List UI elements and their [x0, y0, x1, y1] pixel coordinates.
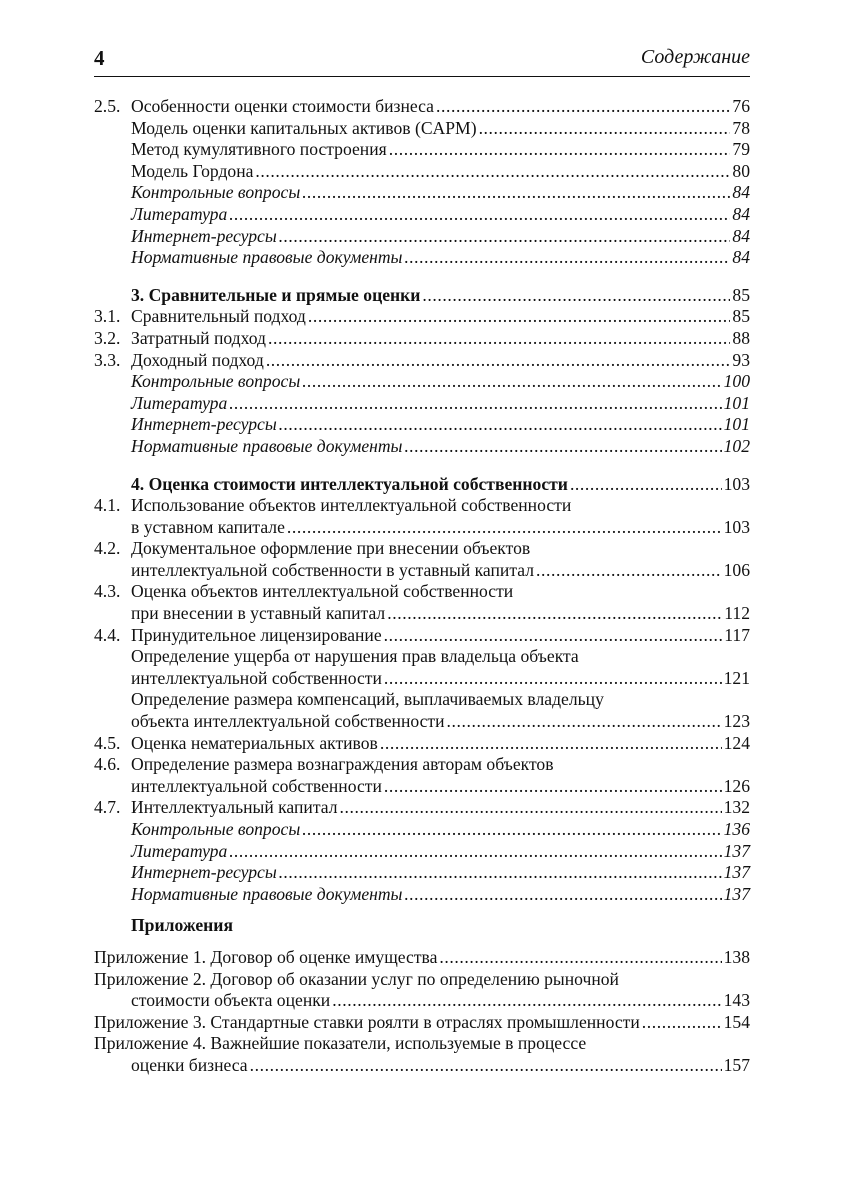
spacer	[94, 937, 750, 947]
toc-entry-title: Контрольные вопросы	[131, 371, 301, 392]
toc-leader-dots	[255, 161, 730, 183]
toc-appendix-1[interactable]	[94, 947, 750, 969]
toc-leader-dots	[229, 841, 721, 863]
toc-entry-page: 101	[723, 414, 750, 435]
toc-entry-damage[interactable]	[94, 646, 750, 689]
toc-entry-page: 88	[732, 327, 750, 348]
toc-entry-title: Затратный подход	[131, 327, 266, 348]
toc-entry-title: Модель оценки капитальных активов (CAPM)	[131, 117, 477, 138]
toc-entry-page: 137	[723, 840, 750, 861]
toc-leader-dots	[302, 819, 721, 841]
toc-leader-dots	[229, 204, 730, 226]
toc-leader-dots	[404, 884, 721, 906]
toc-entry-title: Оценка нематериальных активов	[131, 732, 378, 753]
toc-leader-dots	[339, 797, 721, 819]
toc-entry-title: Интеллектуальный капитал	[131, 797, 338, 818]
toc-leader-dots	[302, 182, 730, 204]
toc-entry-normative-4[interactable]	[94, 884, 750, 906]
toc-entry-number: 4.1.	[94, 495, 121, 516]
toc-entry-questions-4[interactable]	[94, 819, 750, 841]
toc-entry-page: 106	[723, 559, 750, 580]
toc-entry-title-cont: интеллектуальной собственности в уставный капитал	[131, 559, 534, 580]
toc-entry-normative-2[interactable]	[94, 247, 750, 269]
toc-entry-title: Интернет-ресурсы	[131, 225, 277, 246]
page-header	[94, 44, 750, 78]
toc-entry-page: 112	[724, 603, 750, 624]
toc-entry-literature-3[interactable]	[94, 393, 750, 415]
toc-entry-web-3[interactable]	[94, 414, 750, 436]
toc-entry-title: Нормативные правовые документы	[131, 435, 403, 456]
toc-chapter-3[interactable]	[94, 285, 750, 307]
toc-entry-gordon[interactable]	[94, 161, 750, 183]
toc-entry-title: Нормативные правовые документы	[131, 883, 403, 904]
toc-leader-dots	[279, 862, 722, 884]
spacer	[94, 269, 750, 285]
toc-entry-3-2[interactable]	[94, 328, 750, 350]
toc-leader-dots	[447, 711, 722, 733]
toc-leader-dots	[389, 139, 731, 161]
toc-entry-page: 76	[732, 96, 750, 116]
toc-entry-title: Доходный подход	[131, 349, 264, 370]
toc-entry-title: Определение размера вознаграждения авторам объектов	[131, 754, 554, 775]
toc-entry-title-cont: при внесении в уставный капитал	[131, 603, 386, 624]
toc-entry-title: Использование объектов интеллектуальной собственности	[131, 495, 572, 516]
toc-entry-number: 3.2.	[94, 327, 121, 348]
toc-leader-dots	[479, 118, 731, 140]
toc-entry-page: 93	[732, 349, 750, 370]
toc-leader-dots	[268, 328, 730, 350]
toc-entry-title: Приложение 3. Стандартные ставки роялти в отраслях промышленности	[94, 1011, 640, 1032]
toc-entry-literature-4[interactable]	[94, 841, 750, 863]
toc-entry-title: Интернет-ресурсы	[131, 862, 277, 883]
toc-entry-web-4[interactable]	[94, 862, 750, 884]
toc-entry-title: Приложение 1. Договор об оценке имущества	[94, 946, 438, 967]
toc-entry-title: Сравнительный подход	[131, 306, 306, 327]
toc-entry-page: 137	[723, 862, 750, 883]
toc-entry-questions-3[interactable]	[94, 371, 750, 393]
toc-leader-dots	[380, 733, 722, 755]
toc-entry-page: 78	[732, 117, 750, 138]
toc-entry-number: 4.4.	[94, 624, 121, 645]
toc-chapter-title: 4. Оценка стоимости интеллектуальной собственности	[131, 473, 568, 494]
toc-entry-title: Оценка объектов интеллектуальной собственности	[131, 581, 514, 602]
toc-entry-literature-2[interactable]	[94, 204, 750, 226]
toc-entry-title: Литература	[131, 840, 228, 861]
toc-entry-number: 3.3.	[94, 349, 121, 370]
toc-entry-title: Модель Гордона	[131, 160, 254, 181]
toc-entry-web-2[interactable]	[94, 226, 750, 248]
toc-entry-title: Определение размера компенсаций, выплачиваемых владельцу	[131, 689, 604, 710]
toc-entry-title: Определение ущерба от нарушения прав владельца объекта	[131, 646, 579, 667]
toc-entry-title: Литература	[131, 203, 228, 224]
toc-entry-title: Контрольные вопросы	[131, 182, 301, 203]
toc-entry-page: 85	[732, 306, 750, 327]
toc-entry-title-cont: оценки бизнеса	[131, 1054, 248, 1075]
toc-entry-page: 85	[732, 284, 750, 305]
toc-entry-title: Литература	[131, 392, 228, 413]
toc-leader-dots	[384, 625, 723, 647]
toc-appendix-4[interactable]	[94, 1033, 750, 1076]
toc-entry-4-4[interactable]	[94, 625, 750, 647]
toc-entry-3-1[interactable]	[94, 306, 750, 328]
toc-entry-title-cont: интеллектуальной собственности	[131, 775, 382, 796]
toc-entry-title-cont: в уставном капитале	[131, 516, 285, 537]
toc-appendix-3[interactable]	[94, 1012, 750, 1034]
toc-entry-title-cont: стоимости объекта оценки	[131, 990, 331, 1011]
toc-leader-dots	[570, 474, 722, 496]
toc-leader-dots	[436, 96, 730, 118]
toc-appendices-heading	[94, 915, 750, 937]
toc-entry-4-1[interactable]	[94, 495, 750, 538]
spacer	[94, 458, 750, 474]
toc-entry-page: 126	[723, 775, 750, 796]
toc-leader-dots	[387, 603, 722, 625]
toc-entry-3-3[interactable]	[94, 350, 750, 372]
toc-entry-number: 2.5.	[94, 96, 121, 116]
toc-entry-page: 103	[723, 516, 750, 537]
toc-appendix-2[interactable]	[94, 969, 750, 1012]
toc-leader-dots	[404, 247, 730, 269]
toc-leader-dots	[302, 371, 721, 393]
toc-entry-page: 80	[732, 160, 750, 181]
toc-entry-number: 3.1.	[94, 306, 121, 327]
toc-entry-page: 136	[723, 819, 750, 839]
toc-entry-title: Приложение 4. Важнейшие показатели, используемые в процессе	[94, 1033, 587, 1054]
toc-entry-4-5[interactable]	[94, 733, 750, 755]
toc-entry-title-cont: интеллектуальной собственности	[131, 667, 382, 688]
toc-leader-dots	[422, 285, 730, 307]
toc-leader-dots	[287, 517, 722, 539]
toc-entry-page: 138	[723, 946, 750, 967]
toc-leader-dots	[642, 1012, 722, 1034]
toc-entry-2-5[interactable]	[94, 96, 750, 118]
toc-entry-page: 117	[724, 624, 750, 645]
toc-entry-4-2[interactable]	[94, 538, 750, 581]
toc-entry-page: 84	[732, 247, 750, 268]
toc-entry-title: Нормативные правовые документы	[131, 247, 403, 268]
page-number: 4	[94, 46, 105, 70]
toc-entry-normative-3[interactable]	[94, 436, 750, 458]
table-of-contents	[94, 96, 750, 1077]
toc-entry-page: 157	[723, 1054, 750, 1075]
toc-entry-page: 103	[723, 473, 750, 494]
toc-leader-dots	[384, 776, 722, 798]
toc-entry-4-7[interactable]	[94, 797, 750, 819]
toc-entry-page: 84	[732, 182, 750, 203]
toc-entry-title-cont: объекта интеллектуальной собственности	[131, 711, 445, 732]
toc-leader-dots	[266, 350, 731, 372]
toc-entry-page: 143	[723, 990, 750, 1011]
spacer	[94, 905, 750, 915]
toc-entry-page: 100	[723, 371, 750, 392]
toc-entry-4-6[interactable]	[94, 754, 750, 797]
toc-entry-title: Метод кумулятивного построения	[131, 139, 387, 160]
header-rule	[94, 76, 750, 77]
toc-entry-capm[interactable]	[94, 118, 750, 140]
toc-entry-compensation[interactable]	[94, 689, 750, 732]
toc-leader-dots	[250, 1055, 722, 1077]
toc-leader-dots	[384, 668, 722, 690]
toc-entry-title: Документальное оформление при внесении объектов	[131, 538, 531, 559]
toc-leader-dots	[404, 436, 721, 458]
toc-entry-number: 4.2.	[94, 538, 121, 559]
toc-entry-number: 4.5.	[94, 732, 121, 753]
toc-entry-page: 124	[723, 732, 750, 753]
toc-entry-page: 154	[723, 1011, 750, 1032]
toc-chapter-4[interactable]	[94, 474, 750, 496]
toc-leader-dots	[308, 306, 731, 328]
toc-leader-dots	[279, 414, 722, 436]
toc-leader-dots	[536, 560, 722, 582]
toc-entry-number: 4.3.	[94, 581, 121, 602]
toc-entry-page: 79	[732, 139, 750, 160]
toc-leader-dots	[229, 393, 721, 415]
toc-leader-dots	[279, 226, 731, 248]
appendices-heading: Приложения	[131, 915, 233, 936]
toc-entry-4-3[interactable]	[94, 581, 750, 624]
toc-entry-title: Интернет-ресурсы	[131, 414, 277, 435]
toc-leader-dots	[332, 990, 721, 1012]
toc-entry-page: 101	[723, 392, 750, 413]
toc-entry-title: Приложение 2. Договор об оказании услуг по определению рыночной	[94, 968, 619, 989]
toc-entry-title: Принудительное лицензирование	[131, 624, 382, 645]
toc-entry-title: Особенности оценки стоимости бизнеса	[131, 96, 434, 116]
toc-entry-number: 4.7.	[94, 797, 121, 818]
toc-entry-number: 4.6.	[94, 754, 121, 775]
toc-entry-page: 137	[723, 883, 750, 904]
toc-chapter-title: 3. Сравнительные и прямые оценки	[131, 284, 421, 305]
toc-entry-questions-2[interactable]	[94, 182, 750, 204]
toc-leader-dots	[439, 947, 721, 969]
toc-entry-page: 123	[723, 711, 750, 732]
toc-entry-page: 84	[732, 203, 750, 224]
toc-entry-cumulative[interactable]	[94, 139, 750, 161]
toc-entry-title: Контрольные вопросы	[131, 819, 301, 839]
toc-entry-page: 132	[723, 797, 750, 818]
toc-entry-page: 102	[723, 435, 750, 456]
running-title: Содержание	[640, 46, 750, 68]
toc-entry-page: 84	[732, 225, 750, 246]
toc-entry-page: 121	[723, 667, 750, 688]
